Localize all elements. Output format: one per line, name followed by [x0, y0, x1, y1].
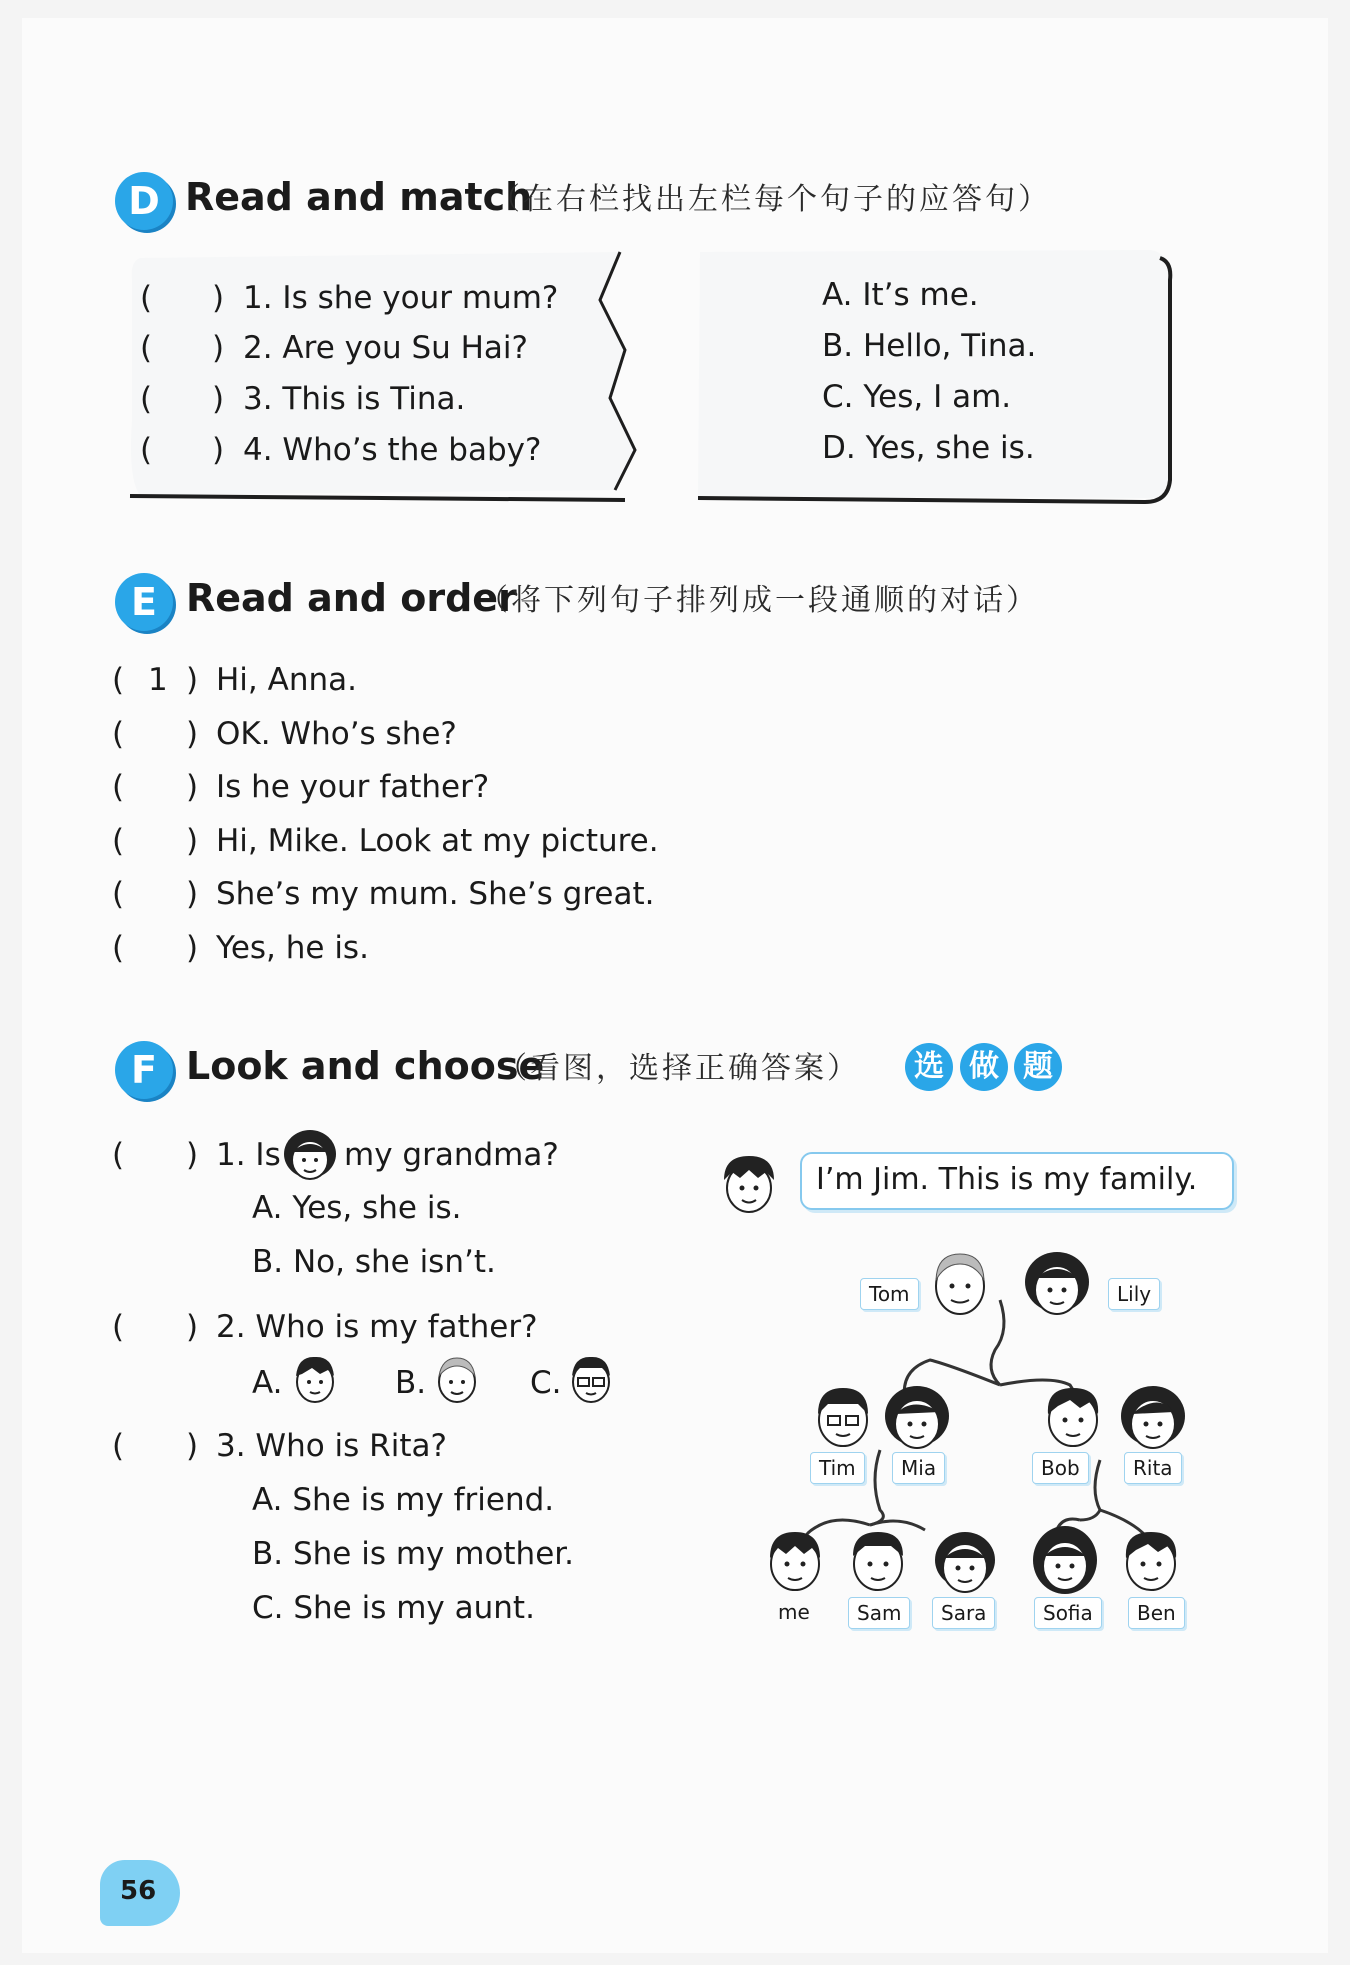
choose-paren-open-2: ( — [112, 1309, 125, 1345]
bob-face-icon — [1040, 1382, 1106, 1450]
q1-option-a: A. Yes, she is. — [252, 1190, 462, 1226]
match-left-item-1: 1. Is she your mum? — [243, 280, 559, 316]
order-paren-open-4: ( — [112, 823, 125, 859]
choose-paren-open-3: ( — [112, 1428, 125, 1464]
tag-zuo: 做 — [960, 1043, 1008, 1091]
match-paren-open-4: ( — [140, 432, 153, 468]
section-e-badge: E — [115, 573, 173, 631]
name-tag-tom: Tom — [860, 1278, 919, 1310]
match-right-item-a: A. It’s me. — [822, 277, 979, 313]
q3-option-a: A. She is my friend. — [252, 1482, 555, 1518]
q1-suffix: my grandma? — [344, 1137, 559, 1173]
order-paren-close-5: ) — [186, 876, 199, 912]
q3-option-c: C. She is my aunt. — [252, 1590, 535, 1626]
section-d-title: Read and match — [185, 175, 533, 219]
section-f-title: Look and choose — [186, 1044, 545, 1088]
sam-face-icon — [845, 1526, 911, 1594]
name-label-me: me — [778, 1600, 810, 1624]
sofia-face-icon — [1030, 1520, 1100, 1596]
match-paren-open-2: ( — [140, 330, 153, 366]
order-paren-open-2: ( — [112, 716, 125, 752]
order-paren-close-4: ) — [186, 823, 199, 859]
rita-face-icon — [1118, 1382, 1188, 1452]
q2-option-c: C. — [530, 1365, 562, 1401]
name-tag-rita: Rita — [1124, 1452, 1182, 1484]
order-item-6: Yes, he is. — [216, 930, 369, 966]
order-paren-close-6: ) — [186, 930, 199, 966]
section-d-subtitle: （在右栏找出左栏每个句子的应答句） — [490, 182, 1051, 217]
order-paren-close-2: ) — [186, 716, 199, 752]
page-number-tab — [100, 1860, 180, 1926]
name-tag-tim: Tim — [810, 1452, 865, 1484]
q2-option-b: B. — [395, 1365, 427, 1401]
choose-paren-open-1: ( — [112, 1137, 125, 1173]
name-tag-mia: Mia — [892, 1452, 945, 1484]
match-right-item-b: B. Hello, Tina. — [822, 328, 1037, 364]
name-tag-sam: Sam — [848, 1597, 910, 1629]
order-item-1: Hi, Anna. — [216, 662, 357, 698]
q3-option-b: B. She is my mother. — [252, 1536, 575, 1572]
name-tag-sofia: Sofia — [1034, 1597, 1102, 1629]
order-item-2: OK. Who’s she? — [216, 716, 457, 752]
me-face-icon — [762, 1526, 828, 1594]
match-left-item-4: 4. Who’s the baby? — [243, 432, 542, 468]
match-paren-close-3: ) — [212, 381, 225, 417]
mia-face-icon — [882, 1382, 952, 1452]
q1-prefix: 1. Is — [216, 1137, 281, 1173]
match-paren-close-1: ) — [212, 280, 225, 316]
name-tag-sara: Sara — [932, 1597, 995, 1629]
name-tag-lily: Lily — [1108, 1278, 1160, 1310]
section-d-badge: D — [115, 172, 173, 230]
order-paren-open-5: ( — [112, 876, 125, 912]
choose-paren-close-1: ) — [186, 1137, 199, 1173]
section-e-subtitle: （将下列句子排列成一段通顺的对话） — [478, 583, 1039, 618]
q2-text: 2. Who is my father? — [216, 1309, 538, 1345]
tom-grandpa-face-icon — [927, 1248, 993, 1318]
ben-face-icon — [1118, 1526, 1184, 1594]
match-paren-open-1: ( — [140, 280, 153, 316]
section-f-subtitle: （看图，选择正确答案） — [497, 1051, 860, 1086]
order-paren-open-3: ( — [112, 769, 125, 805]
match-paren-open-3: ( — [140, 381, 153, 417]
section-e-title: Read and order — [186, 576, 517, 620]
q3-text: 3. Who is Rita? — [216, 1428, 447, 1464]
match-right-item-d: D. Yes, she is. — [822, 430, 1035, 466]
speech-text: I’m Jim. This is my family. — [816, 1162, 1198, 1197]
q2-option-a: A. — [252, 1365, 283, 1401]
name-tag-ben: Ben — [1128, 1597, 1185, 1629]
page-number: 56 — [120, 1876, 157, 1906]
order-item-5: She’s my mum. She’s great. — [216, 876, 655, 912]
order-paren-close-3: ) — [186, 769, 199, 805]
choose-paren-close-3: ) — [186, 1428, 199, 1464]
tag-ti: 题 — [1014, 1043, 1062, 1091]
order-paren-open-1: ( — [112, 662, 125, 698]
order-item-4: Hi, Mike. Look at my picture. — [216, 823, 659, 859]
match-paren-close-2: ) — [212, 330, 225, 366]
lily-grandma-face-icon — [1022, 1248, 1092, 1318]
match-left-item-3: 3. This is Tina. — [243, 381, 466, 417]
order-answer-1[interactable]: 1 — [148, 662, 168, 698]
name-tag-bob: Bob — [1032, 1452, 1089, 1484]
tim-face-icon — [810, 1382, 876, 1450]
order-paren-open-6: ( — [112, 930, 125, 966]
order-paren-close-1: ) — [186, 662, 199, 698]
section-f-badge: F — [115, 1041, 173, 1099]
order-item-3: Is he your father? — [216, 769, 490, 805]
match-left-item-2: 2. Are you Su Hai? — [243, 330, 528, 366]
match-paren-close-4: ) — [212, 432, 225, 468]
match-right-item-c: C. Yes, I am. — [822, 379, 1012, 415]
choose-paren-close-2: ) — [186, 1309, 199, 1345]
q1-option-b: B. No, she isn’t. — [252, 1244, 496, 1280]
tag-xuan: 选 — [905, 1043, 953, 1091]
sara-face-icon — [930, 1526, 1000, 1596]
